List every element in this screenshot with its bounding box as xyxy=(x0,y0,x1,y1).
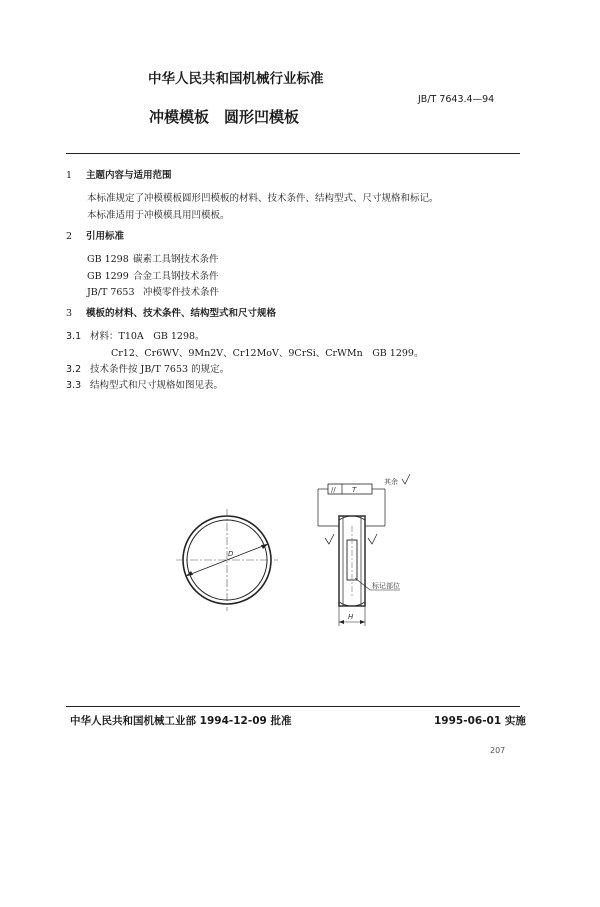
section-2-number: 2 xyxy=(66,231,73,242)
section-1-paragraph-1: 本标准规定了冲模模板圆形凹模板的材料、技术条件、结构型式、尺寸规格和标记。 xyxy=(87,193,439,204)
clause-text: 材料：T10A GB 1298。 xyxy=(90,331,205,342)
section-1-number: 1 xyxy=(66,170,73,181)
section-2-heading-text: 引用标准 xyxy=(86,231,125,242)
marking-leader xyxy=(355,578,370,590)
page-number: 207 xyxy=(490,746,506,755)
reference-name: 合金工具钢技术条件 xyxy=(133,271,219,282)
diameter-arrow xyxy=(186,571,193,576)
section-3-heading-text: 模板的材料、技术条件、结构型式和尺寸规格 xyxy=(86,308,277,319)
industry-standard-title: 中华人民共和国机械行业标准 xyxy=(148,71,324,87)
clause-text: 技术条件按 JB/T 7653 的规定。 xyxy=(90,364,230,375)
standard-number: JB/T 7643.4—94 xyxy=(418,94,495,105)
roughness-check-icon xyxy=(325,534,334,544)
reference-code: JB/T 7653 xyxy=(87,287,135,298)
height-arrow xyxy=(339,620,344,624)
diameter-label: D xyxy=(228,550,234,558)
roughness-check-icon xyxy=(368,534,377,544)
section-1-heading-text: 主题内容与适用范围 xyxy=(86,170,172,181)
section-1-paragraph-2: 本标准适用于冲模模具用凹模板。 xyxy=(87,210,230,221)
reference-name: 碳素工具钢技术条件 xyxy=(133,254,219,265)
footer-rule xyxy=(66,706,520,707)
document-title: 冲模模板 圆形凹模板 xyxy=(149,108,300,126)
diameter-arrow xyxy=(261,544,268,549)
clause-number: 3.2 xyxy=(66,364,82,375)
clause-text: 结构型式和尺寸规格如图见表。 xyxy=(90,380,224,391)
height-label: H xyxy=(348,613,354,621)
other-roughness-label: 其余 xyxy=(384,478,398,486)
roughness-check-icon xyxy=(402,474,410,484)
parallelism-symbol: // xyxy=(331,486,336,494)
reference-code: GB 1299 xyxy=(87,271,129,282)
tolerance-label: T xyxy=(352,486,357,494)
reference-name: 冲模零件技术条件 xyxy=(143,287,220,298)
section-view xyxy=(318,474,410,626)
approval-statement: 中华人民共和国机械工业部 1994-12-09 批准 xyxy=(70,715,292,727)
clause-number: 3.3 xyxy=(66,380,82,391)
roughness-symbol-other xyxy=(384,474,410,486)
clause-number: 3.1 xyxy=(66,331,82,342)
height-arrow xyxy=(360,620,365,624)
effective-date: 1995-06-01 实施 xyxy=(434,715,526,727)
plan-view xyxy=(176,509,278,611)
reference-code: GB 1298 xyxy=(87,254,129,265)
section-3-number: 3 xyxy=(66,308,73,319)
clause-3-1-continued: Cr12、Cr6WV、9Mn2V、Cr12MoV、9CrSi、CrWMn GB 1299。 xyxy=(111,348,424,359)
marking-label: 标记部位 xyxy=(372,582,400,590)
